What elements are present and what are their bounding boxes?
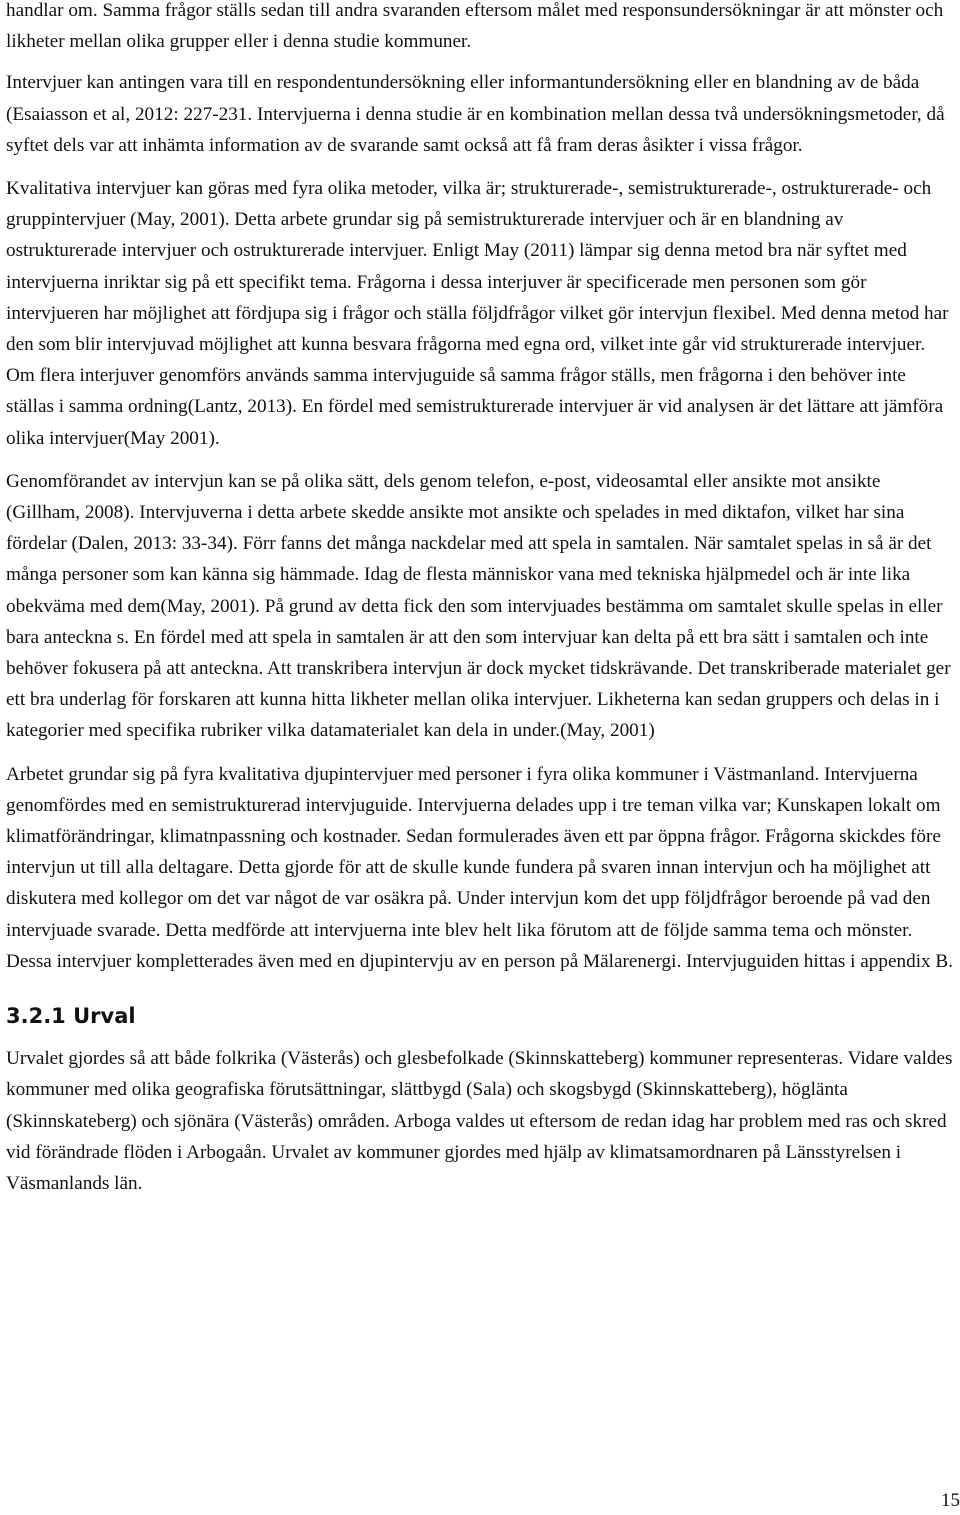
paragraph-work-description: Arbetet grundar sig på fyra kvalitativa djupintervjuer med personer i fyra olika kommuner i Västmanland. Intervjuerna genomfördes med en semistrukturerad intervjuguide. Intervjuerna delades upp i tre teman vilka var; Kunskapen lokalt om klimatförändringar, klimatnpassning och kostnader. Sedan formulerades även ett par öppna frågor. Frågorna skickdes före intervjun ut till alla deltagare. Detta gjorde för att de skulle kunde fundera på svaren innan intervjun och ha möjlighet att diskutera med kollegor om det var något de var osäkra på. Under intervjun kom det upp följdfrågor beroende på vad den intervjuade svarade. Detta medförde att intervjuerna inte blev helt lika förutom att de följde samma tema och mönster. Dessa intervjuer kompletterades även med en djupintervju av en person på Mälarenergi. Intervjuguiden hittas i appendix B.: [6, 763, 954, 972]
paragraph-qualitative-interviews: Kvalitativa intervjuer kan göras med fyra olika metoder, vilka är; strukturerade-, semistrukturerade-, ostrukturerade- och gruppintervjuer (May, 2001). Detta arbete grundar sig på semistrukturerade intervjuer och är en blandning av ostrukturerade intervjuer och ostrukturerade intervjuer. Enligt May (2011) lämpar sig denna metod bra när syftet med intervjuerna inriktar sig på ett specifikt tema. Frågorna i dessa interjuver är specificerade men personen som gör intervjueren har möjlighet att fördjupa sig i frågor och ställa följdfrågor vilket gör intervjun flexibel. Med denna metod har den som blir intervjuvad möjlighet att kunna besvara frågorna med egna ord, vilket inte går vid strukturerade intervjuer. Om flera interjuver genomförs används samma intervjuguide så samma frågor ställs, men frågorna i den behöver inte ställas i samma ordning(Lantz, 2013). En fördel med semistrukturerade intervjuer är vid analysen är det lättare att jämföra olika intervjuer(May 2001).: [6, 178, 949, 449]
paragraph-intro: handlar om. Samma frågor ställs sedan till andra svaranden eftersom målet med responsundersökningar är att mönster och likheter mellan olika grupper eller i denna studie kommuner.: [6, 0, 944, 53]
paragraph-urval: Urvalet gjordes så att både folkrika (Västerås) och glesbefolkade (Skinnskatteberg) kommuner representeras. Vidare valdes kommuner med olika geografiska förutsättningar, slättbygd (Sala) och skogsbygd (Skinnskatteberg), höglänta (Skinnskateberg) och sjönära (Västerås) områden. Arboga valdes ut eftersom de redan idag har problem med ras och skred vid förändrade flöden i Arbogaån. Urvalet av kommuner gjordes med hjälp av klimatsamordnaren på Länsstyrelsen i Väsmanlands län.: [6, 1048, 953, 1194]
paragraph-interview-types: Intervjuer kan antingen vara till en respondentundersökning eller informantundersökning eller en blandning av de båda (Esaiasson et al, 2012: 227-231. Intervjuerna i denna studie är en kombination mellan dessa två undersökningsmetoder, då syftet dels var att inhämta information av de svarande samt också att få fram deras åsikter i vissa frågor.: [6, 72, 945, 156]
page-number: 15: [941, 1490, 960, 1511]
document-page: [6, 0, 954, 1199]
paragraph-implementation: Genomförandet av intervjun kan se på olika sätt, dels genom telefon, e-post, videosamtal eller ansikte mot ansikte (Gillham, 2008). Intervjuverna i detta arbete skedde ansikte mot ansikte och spelades in med diktafon, vilket har sina fördelar (Dalen, 2013: 33-34). Förr fanns det många nackdelar med att spela in samtalen. När samtalet spelas in så är det många personer som kan känna sig hämmade. Idag de flesta människor vana med tekniska hjälpmedel och är inte lika obekväma med dem(May, 2001). På grund av detta fick den som intervjuades bestämma om samtalet skulle spelas in eller bara anteckna s. En fördel med att spela in samtalen är att den som intervjuar kan delta på ett bra sätt i samtalen och inte behöver fokusera på att anteckna. Att transkribera intervjun är dock mycket tidskrävande. Det transkriberade materialet ger ett bra underlag för forskaren att kunna hitta likheter mellan olika intervjuer. Likheterna kan sedan gruppers och delas in i kategorier med specifika rubriker vilka datamaterialet kan dela in under.(May, 2001): [6, 470, 951, 742]
section-heading-urval: 3.2.1 Urval: [6, 1004, 136, 1029]
